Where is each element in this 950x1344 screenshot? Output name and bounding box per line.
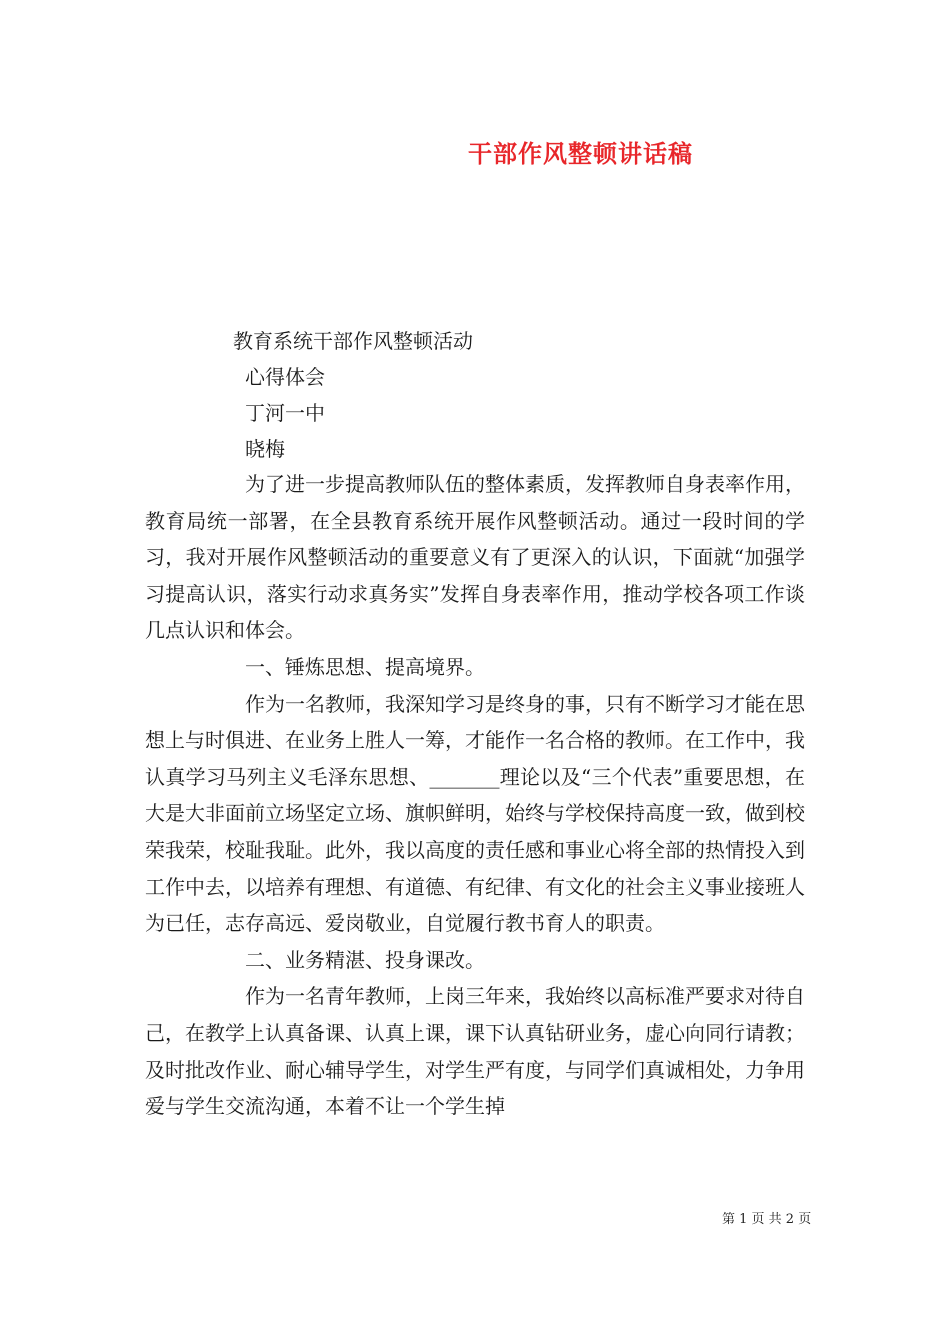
paragraph-intro: 为了进一步提高教师队伍的整体素质，发挥教师自身表率作用，教育局统一部署，在全县教育系统开展作风整顿活动。通过一段时间的学习，我对开展作风整顿活动的重要意义有了更深入的认识，下面就“加强学习提高认识，落实行动求真务实”发挥自身表率作用，推动学校各项工作谈几点认识和体会。 bbox=[145, 472, 805, 643]
header-line-subtitle: 心得体会 bbox=[245, 365, 325, 389]
document-body bbox=[145, 466, 805, 1125]
header-line-activity: 教育系统干部作风整顿活动 bbox=[233, 329, 473, 353]
paragraph-section-2: 作为一名青年教师，上岗三年来，我始终以高标准严要求对待自己，在教学上认真备课、认真上课，课下认真钻研业务，虚心向同行请教；及时批改作业、耐心辅导学生，对学生严有度，与同学们真诚相处，力争用爱与学生交流沟通，本着不让一个学生掉 bbox=[145, 984, 805, 1119]
paragraph-section-1: 作为一名教师，我深知学习是终身的事，只有不断学习才能在思想上与时俱进、在业务上胜人一筹，才能作一名合格的教师。在工作中，我认真学习马列主义毛泽东思想、_______理论以及“三个代表”重要思想，在大是大非面前立场坚定立场、旗帜鲜明，始终与学校保持高度一致，做到校荣我荣，校耻我耻。此外，我以高度的责任感和事业心将全部的热情投入到工作中去，以培养有理想、有道德、有纪律、有文化的社会主义事业接班人为已任，志存高远、爱岗敬业，自觉履行教书育人的职责。 bbox=[145, 691, 805, 936]
document-title: 干部作风整顿讲话稿 bbox=[468, 139, 693, 168]
header-line-school: 丁河一中 bbox=[245, 401, 325, 425]
section-heading-1: 一、锤炼思想、提高境界。 bbox=[245, 654, 485, 679]
section-heading-2: 二、业务精湛、投身课改。 bbox=[245, 947, 485, 972]
header-line-author: 晓梅 bbox=[245, 437, 285, 461]
page-footer: 第 1 页 共 2 页 bbox=[722, 1212, 812, 1227]
